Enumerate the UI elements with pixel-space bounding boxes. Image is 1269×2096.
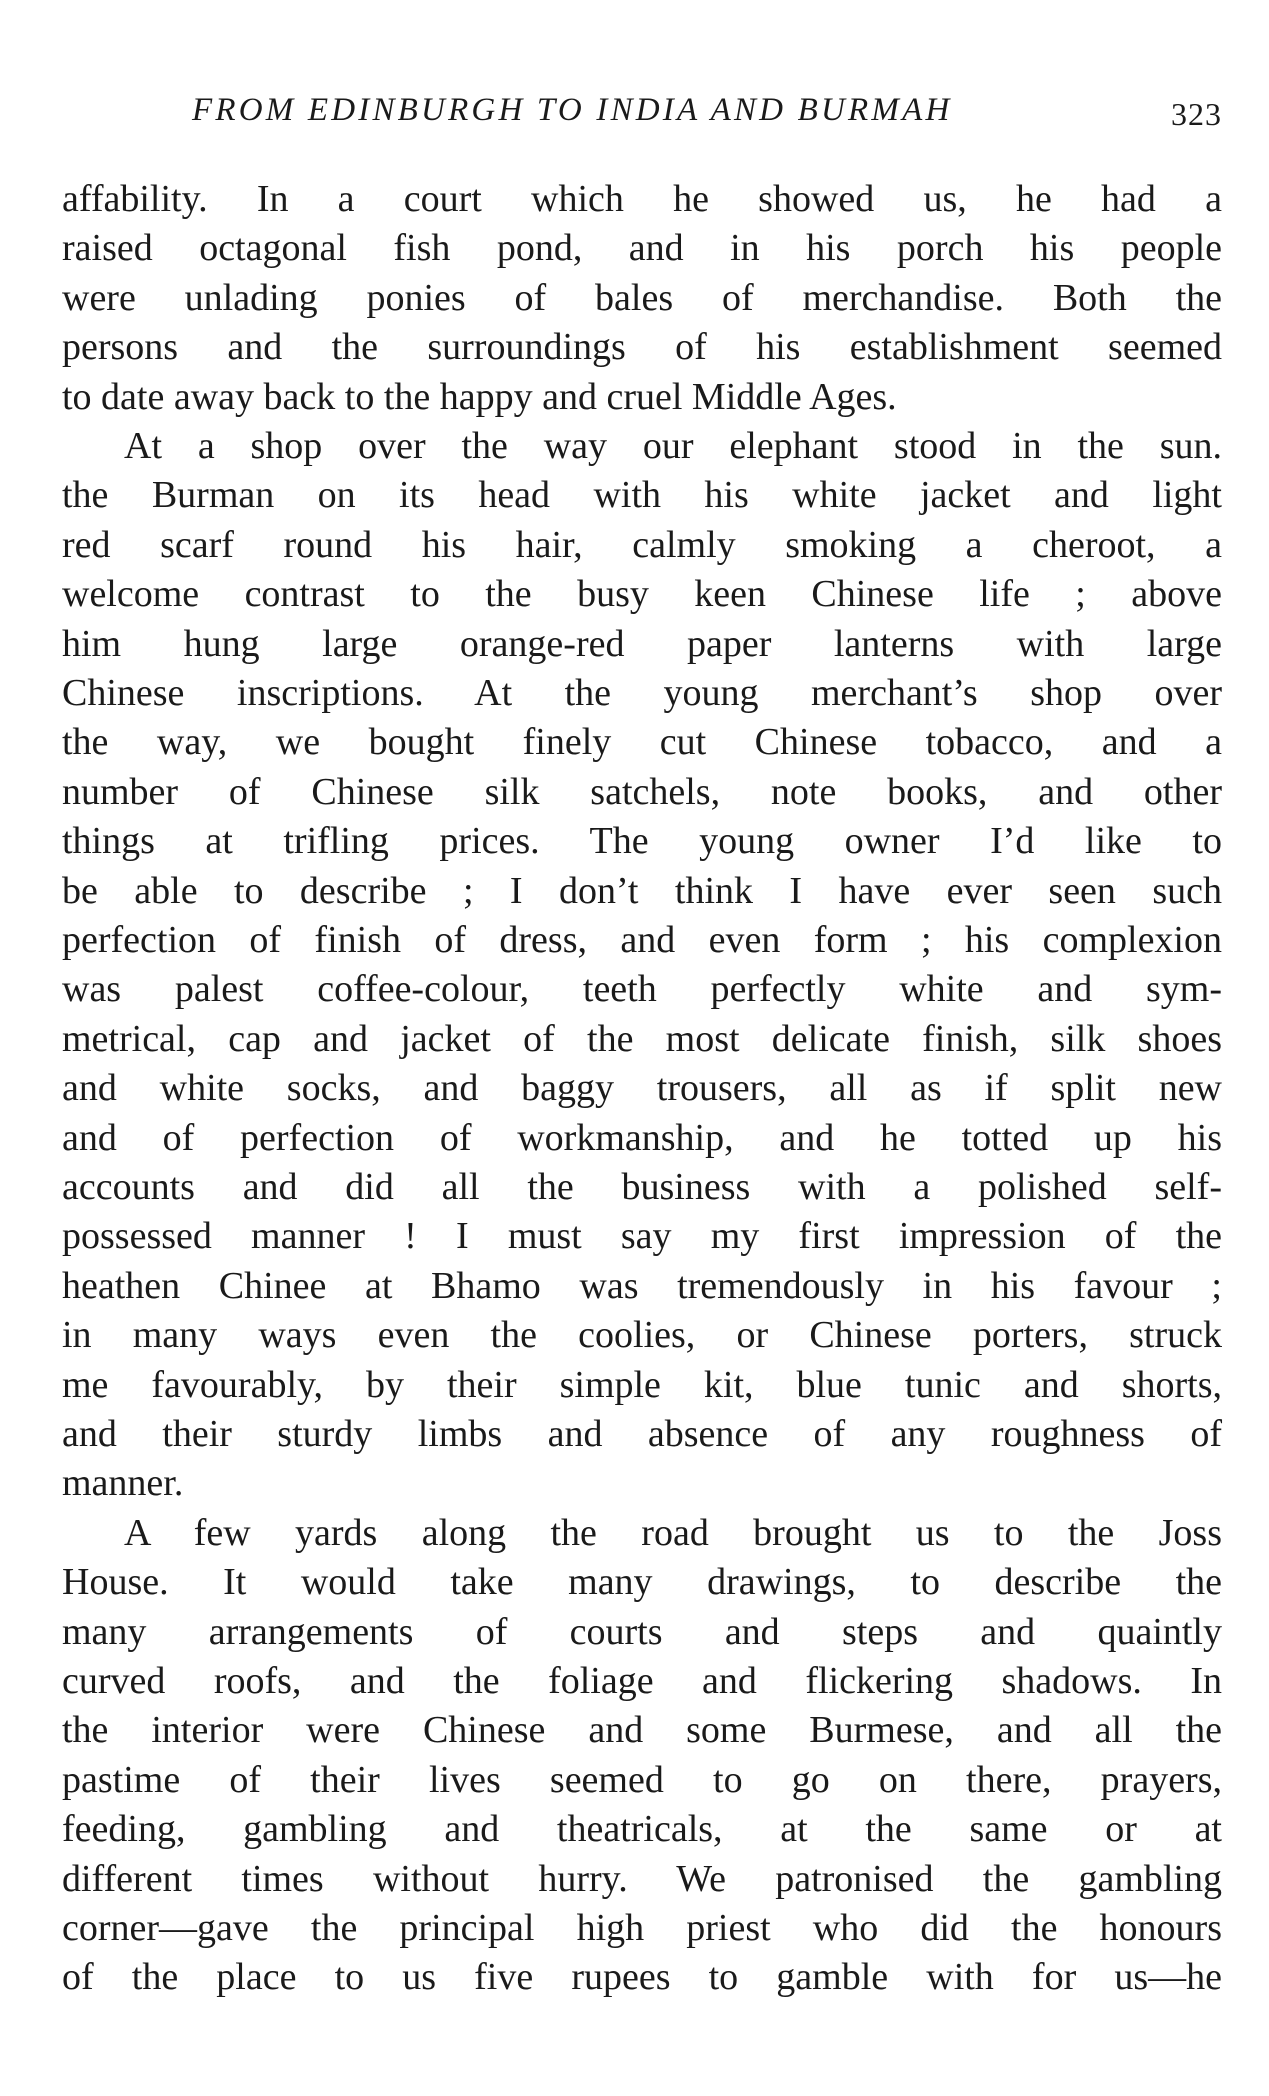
text-line: red scarf round his hair, calmly smoking a cheroot, a [62,523,1222,566]
text-line: welcome contrast to the busy keen Chinese life ; above [62,573,1222,616]
text-line: and of perfection of workmanship, and he totted up his [62,1116,1222,1159]
text-line: perfection of finish of dress, and even form ; his complexion [62,919,1222,961]
text-line: possessed manner ! I must say my first impression of the [62,1215,1222,1258]
paragraph-first-line: A few yards along the road brought us to the Joss [124,1511,1222,1554]
text-line: House. It would take many drawings, to describe the [62,1561,1222,1604]
text-line: things at trifling prices. The young owner I’d like to [62,820,1222,863]
text-line: was palest coffee-colour, teeth perfectly white and sym- [62,968,1222,1011]
text-line: the Burman on its head with his white jacket and light [62,474,1222,517]
page-number: 323 [1171,96,1222,132]
page-header [62,92,1222,136]
text-line: Chinese inscriptions. At the young merchant’s shop over [62,672,1222,714]
text-line: manner. [62,1462,184,1505]
text-line: me favourably, by their simple kit, blue tunic and shorts, [62,1363,1222,1406]
text-line: pastime of their lives seemed to go on there, prayers, [62,1758,1222,1801]
text-line: different times without hurry. We patronised the gambling [62,1857,1222,1900]
text-line: many arrangements of courts and steps and quaintly [62,1610,1222,1653]
text-line: to date away back to the happy and cruel Middle Ages. [62,375,897,418]
text-line: be able to describe ; I don’t think I have ever seen such [62,869,1222,912]
text-line: accounts and did all the business with a polished self- [62,1166,1222,1208]
text-line: and white socks, and baggy trousers, all as if split new [62,1067,1222,1110]
text-line: heathen Chinee at Bhamo was tremendously in his favour ; [62,1264,1222,1307]
text-line: the way, we bought finely cut Chinese tobacco, and a [62,721,1222,764]
text-line: corner—gave the principal high priest who did the honours [62,1907,1222,1949]
text-line: raised octagonal fish pond, and in his porch his people [62,227,1222,270]
text-line: curved roofs, and the foliage and flickering shadows. In [62,1660,1222,1702]
text-line: were unlading ponies of bales of merchandise. Both the [62,276,1222,319]
text-line: number of Chinese silk satchels, note books, and other [62,770,1222,813]
text-line: of the place to us five rupees to gamble with for us—he [62,1956,1222,1999]
running-title: FROM EDINBURGH TO INDIA AND BURMAH [192,92,953,128]
text-line: and their sturdy limbs and absence of any roughness of [62,1413,1222,1455]
text-line: him hung large orange-red paper lanterns with large [62,622,1222,665]
text-line: feeding, gambling and theatricals, at the same or at [62,1808,1222,1851]
text-line: metrical, cap and jacket of the most delicate finish, silk shoes [62,1017,1222,1060]
text-line: affability. In a court which he showed us, he had a [62,178,1222,220]
text-line: persons and the surroundings of his establishment seemed [62,326,1222,369]
text-line: the interior were Chinese and some Burmese, and all the [62,1709,1222,1752]
paragraph-first-line: At a shop over the way our elephant stood in the sun. [124,425,1222,467]
text-line: in many ways even the coolies, or Chinese porters, struck [62,1314,1222,1357]
